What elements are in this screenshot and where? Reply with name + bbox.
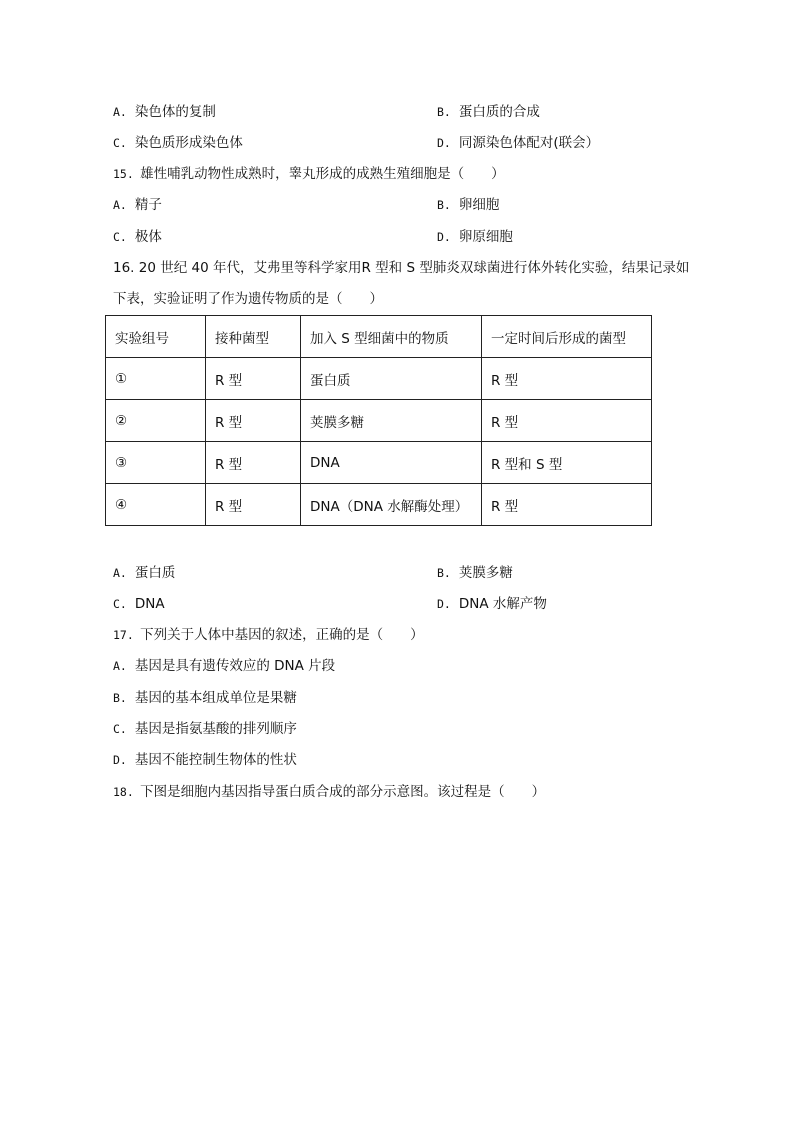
q17-option-c <box>113 720 297 738</box>
table-header-cell: 实验组号 <box>106 316 206 358</box>
table-row <box>106 400 652 442</box>
table-row <box>106 484 652 526</box>
option-text: 染色质形成染色体 <box>134 135 243 151</box>
table-cell: DNA（DNA 水解酶处理） <box>301 484 482 526</box>
option-letter: B. <box>437 105 451 119</box>
q14-option-d <box>437 134 599 152</box>
option-letter: A. <box>113 659 127 673</box>
question-number: 15. <box>113 167 134 181</box>
question-text: 下图是细胞内基因指导蛋白质合成的部分示意图。该过程是（ ） <box>140 784 546 800</box>
table-cell: 蛋白质 <box>301 358 482 400</box>
option-text: 基因不能控制生物体的性状 <box>134 752 297 768</box>
q16-option-c <box>113 595 165 613</box>
q16-stem-line-2: 下表，实验证明了作为遗传物质的是（ ） <box>113 291 383 307</box>
option-letter: C. <box>113 597 127 611</box>
table-header-cell: 接种菌型 <box>206 316 301 358</box>
q15-stem <box>113 165 505 183</box>
option-letter: C. <box>113 722 127 736</box>
option-text: 精子 <box>134 197 162 213</box>
option-text: 极体 <box>134 229 162 245</box>
option-letter: D. <box>437 597 451 611</box>
option-letter: A. <box>113 105 127 119</box>
q15-option-a <box>113 196 162 214</box>
option-letter: D. <box>113 753 127 767</box>
option-letter: B. <box>437 198 451 212</box>
option-text: DNA <box>134 596 165 612</box>
table-cell: R 型 <box>482 484 652 526</box>
table-header-cell: 加入 S 型细菌中的物质 <box>301 316 482 358</box>
table-cell: ④ <box>106 484 206 526</box>
question-text: 下列关于人体中基因的叙述，正确的是（ ） <box>140 627 424 643</box>
option-text: 蛋白质 <box>134 565 176 581</box>
table-header-row <box>106 316 652 358</box>
q15-option-c <box>113 228 162 246</box>
table-cell: ① <box>106 358 206 400</box>
table-cell: R 型 <box>206 400 301 442</box>
table-cell: 荚膜多糖 <box>301 400 482 442</box>
q14-option-c <box>113 134 243 152</box>
q15-option-b <box>437 196 499 214</box>
question-text: 雄性哺乳动物性成熟时，睾丸形成的成熟生殖细胞是（ ） <box>140 166 505 182</box>
q17-stem <box>113 626 424 644</box>
q14-option-a <box>113 103 216 121</box>
option-text: 蛋白质的合成 <box>458 104 540 120</box>
option-letter: B. <box>113 691 127 705</box>
option-text: 基因的基本组成单位是果糖 <box>134 690 297 706</box>
option-text: 同源染色体配对(联会） <box>458 135 600 151</box>
table-cell: R 型 <box>482 400 652 442</box>
option-letter: C. <box>113 136 127 150</box>
q17-option-a <box>113 657 335 675</box>
table-cell: ② <box>106 400 206 442</box>
option-letter: D. <box>437 136 451 150</box>
q17-option-b <box>113 689 297 707</box>
option-letter: C. <box>113 230 127 244</box>
option-letter: A. <box>113 198 127 212</box>
option-text: 基因是指氨基酸的排列顺序 <box>134 721 297 737</box>
table-cell: ③ <box>106 442 206 484</box>
option-letter: D. <box>437 230 451 244</box>
option-text: DNA 水解产物 <box>458 596 547 612</box>
option-letter: B. <box>437 566 451 580</box>
q17-option-d <box>113 751 297 769</box>
option-text: 卵细胞 <box>458 197 500 213</box>
table-cell: R 型 <box>206 442 301 484</box>
q15-option-d <box>437 228 513 246</box>
experiment-table <box>105 315 652 526</box>
table-cell: R 型 <box>206 484 301 526</box>
table-row <box>106 442 652 484</box>
q16-stem-line-1: 16. 20 世纪 40 年代，艾弗里等科学家用R 型和 S 型肺炎双球菌进行体外转化实验，结果记录如 <box>113 260 690 276</box>
q16-option-b <box>437 564 513 582</box>
option-text: 基因是具有遗传效应的 DNA 片段 <box>134 658 336 674</box>
q14-option-b <box>437 103 540 121</box>
option-text: 荚膜多糖 <box>458 565 513 581</box>
option-letter: A. <box>113 566 127 580</box>
table-row <box>106 358 652 400</box>
table-cell: R 型和 S 型 <box>482 442 652 484</box>
q16-option-d <box>437 595 547 613</box>
table-header-cell: 一定时间后形成的菌型 <box>482 316 652 358</box>
q16-option-a <box>113 564 175 582</box>
table-cell: R 型 <box>482 358 652 400</box>
option-text: 染色体的复制 <box>134 104 216 120</box>
table-cell: R 型 <box>206 358 301 400</box>
question-number: 18. <box>113 785 134 799</box>
option-text: 卵原细胞 <box>458 229 513 245</box>
q18-stem <box>113 783 545 801</box>
question-number: 17. <box>113 628 134 642</box>
table-cell: DNA <box>301 442 482 484</box>
